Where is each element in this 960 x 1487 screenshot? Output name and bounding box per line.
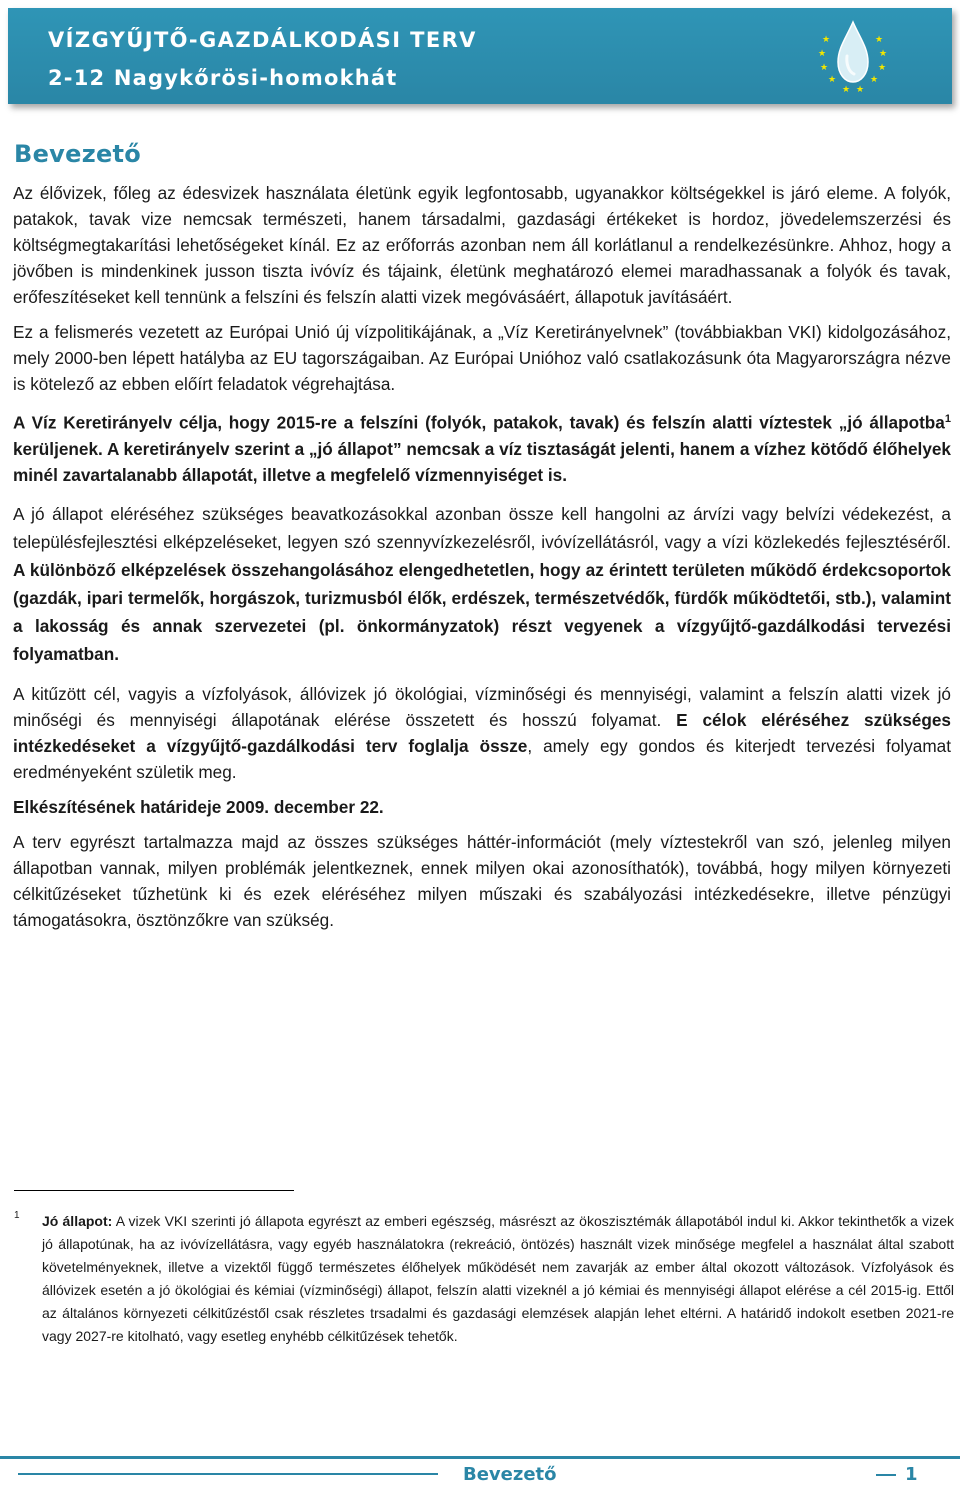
intro-paragraph: Az élővizek, főleg az édesvizek használata életünk egyik legfontosabb, ugyanakkor költségekkel is járó eleme. A folyók, patakok, tavak vize nemcsak természeti, hanem társadalmi, gazdasági értékeket is hordoz, jövedelemszerzési és költségmegtakarítási lehetőségeket kínál. Ez az erőforrás azonban nem áll korlátlanul a rendelkezésünkre. Ahhoz, hogy a jövőben is mindenkinek jusson tiszta ivóvíz és tájaink, életünk meghatározó elemei maradhassanak a folyók és tavak, erőfeszítéseket kell tennünk a felszíni és felszín alatti vizek megóvásáért, állapotuk javításáért.	[13, 183, 951, 307]
objective-tail: , amely egy gondos és kiterjedt tervezési folyamat eredményeként születik meg.	[13, 735, 952, 782]
svg-text:★: ★	[875, 35, 884, 45]
svg-text:★: ★	[870, 75, 879, 85]
goal-text-a: A Víz Keretirányelv célja, hogy 2015-re a felszíni (folyók, patakok, tavak) és felszín alatti víztestek „jó állapotba	[13, 412, 945, 433]
svg-text:★: ★	[828, 75, 837, 85]
main-content	[13, 180, 951, 933]
header-banner	[8, 8, 952, 104]
footnote-body: A vizek VKI szerinti jó állapota egyrészt az emberi egészség, másrészt az ökoszisztémák állapotából indul ki. Akkor tekinthetők a vizek jó állapotúnak, ha az ivóvízellátásra, vagy egyéb használatokra (rekreáció, öntözés) használt vizek minősége megfelel a használat által szabott követelményeknek, illetve a vizektől függő természetes élőhelyek működését nem zavarják az ember által okozott változások. Vízfolyások és állóvizek esetén a jó ökológiai és kémiai (vízminőségi) állapot, felszín alatti vizeknél a jó kémiai és mennyiségi állapot elérése a cél 2015-ig. Ettől az általános környezeti célkitűzéstől csak részletes trsadalmi és gazdasági elemzések alapján lehet eltérni. A határidő indokolt esetben 2021-re vagy 2027-re kitolható, vagy esetleg enyhébb célkitűzések tehetők.	[42, 1213, 954, 1344]
document-title: VÍZGYŰJTŐ-GAZDÁLKODÁSI TERV	[48, 28, 477, 52]
objective-emphasis: E célok eléréséhez szükséges intézkedéseket a vízgyűjtő-gazdálkodási terv foglalja össze	[13, 709, 951, 756]
goal-text-b: kerüljenek. A keretirányelv szerint a „jó állapot” nemcsak a víz tisztaságát jelenti, hanem a vízhez kötődő élőhelyek minél zavartalanabb állapotát, illetve a megfelelő vízmennyiséget is.	[13, 438, 951, 485]
svg-text:★: ★	[879, 49, 888, 59]
footer-accent-line	[18, 1473, 438, 1475]
document-subtitle: 2-12 Nagykőrösi-homokhát	[48, 66, 398, 90]
eu-water-drop-stars-icon	[816, 16, 890, 96]
goal-paragraph	[13, 406, 951, 488]
objective-paragraph	[13, 681, 951, 785]
vki-paragraph: Ez a felismerés vezetett az Európai Unió új vízpolitikájának, a „Víz Keretirányelvnek” (továbbiakban VKI) kidolgozásához, mely 2000-ben lépett hatályba az EU tagországaiban. Az Európai Unióhoz való csatlakozásunk óta Magyarországra nézve is kötelező az ebben előírt feladatok végrehajtása.	[13, 322, 951, 394]
coordination-text: A jó állapot eléréséhez szükséges beavatkozásokkal azonban össze kell hangolni az árvízi vagy belvízi védekezést, a településfejlesztési elképzeléseket, legyen szó szennyvízkezelésről, ivóvízellátásról, vagy a vízi közlekedés fejlesztéséről.	[13, 503, 951, 552]
footnote-divider	[14, 1190, 294, 1191]
footnote-reference: 1	[944, 413, 951, 425]
coordination-paragraph	[13, 500, 951, 668]
svg-text:★: ★	[820, 63, 829, 73]
footnote	[14, 1210, 954, 1348]
footer-divider	[0, 1456, 960, 1459]
footer-page-dash	[876, 1474, 896, 1476]
svg-text:★: ★	[878, 63, 887, 73]
footnote-label: Jó állapot:	[42, 1213, 113, 1229]
deadline-paragraph: Elkészítésének határideje 2009. december 22.	[13, 796, 384, 817]
svg-text:★: ★	[842, 85, 851, 95]
footnote-text	[42, 1210, 954, 1348]
section-title: Bevezető	[14, 140, 142, 168]
svg-text:★: ★	[818, 49, 827, 59]
objective-text: A kitűzött cél, vagyis a vízfolyások, állóvizek jó ökológiai, vízminőségi és mennyiségi, valamint a felszín alatti vizek jó minőségi és mennyiségi állapotának elérése összetett és hosszú folyamat.	[13, 683, 951, 730]
footnote-number: 1	[14, 1210, 20, 1221]
coordination-emphasis: A különböző elképzelések összehangolásához elengedhetetlen, hogy az érintett területen működő érdekcsoportok (gazdák, ipari termelők, horgászok, turizmusból élők, erdészek, természetvédők, fürdők működtetői, stb.), valamint a lakosság és annak szervezetei (pl. önkormányzatok) részt vegyenek a vízgyűjtő-gazdálkodási tervezési folyamatban.	[13, 559, 951, 664]
footer-section-name: Bevezető	[463, 1464, 557, 1485]
svg-text:★: ★	[856, 85, 865, 95]
plan-content-paragraph: A terv egyrészt tartalmazza majd az összes szükséges háttér-információt (mely víztestekről van szó, jelenleg milyen állapotban vannak, milyen problémák jelentkeznek, ennek milyen okai azonosíthatók), továbbá, hogy milyen környezeti célkitűzéseket tűzhetünk ki és ezek eléréséhez milyen műszaki és szabályozási intézkedésekre, illetve pénzügyi támogatásokra, ösztönzőkre van szükség.	[13, 831, 951, 930]
page-number: 1	[905, 1464, 918, 1485]
svg-text:★: ★	[822, 35, 831, 45]
